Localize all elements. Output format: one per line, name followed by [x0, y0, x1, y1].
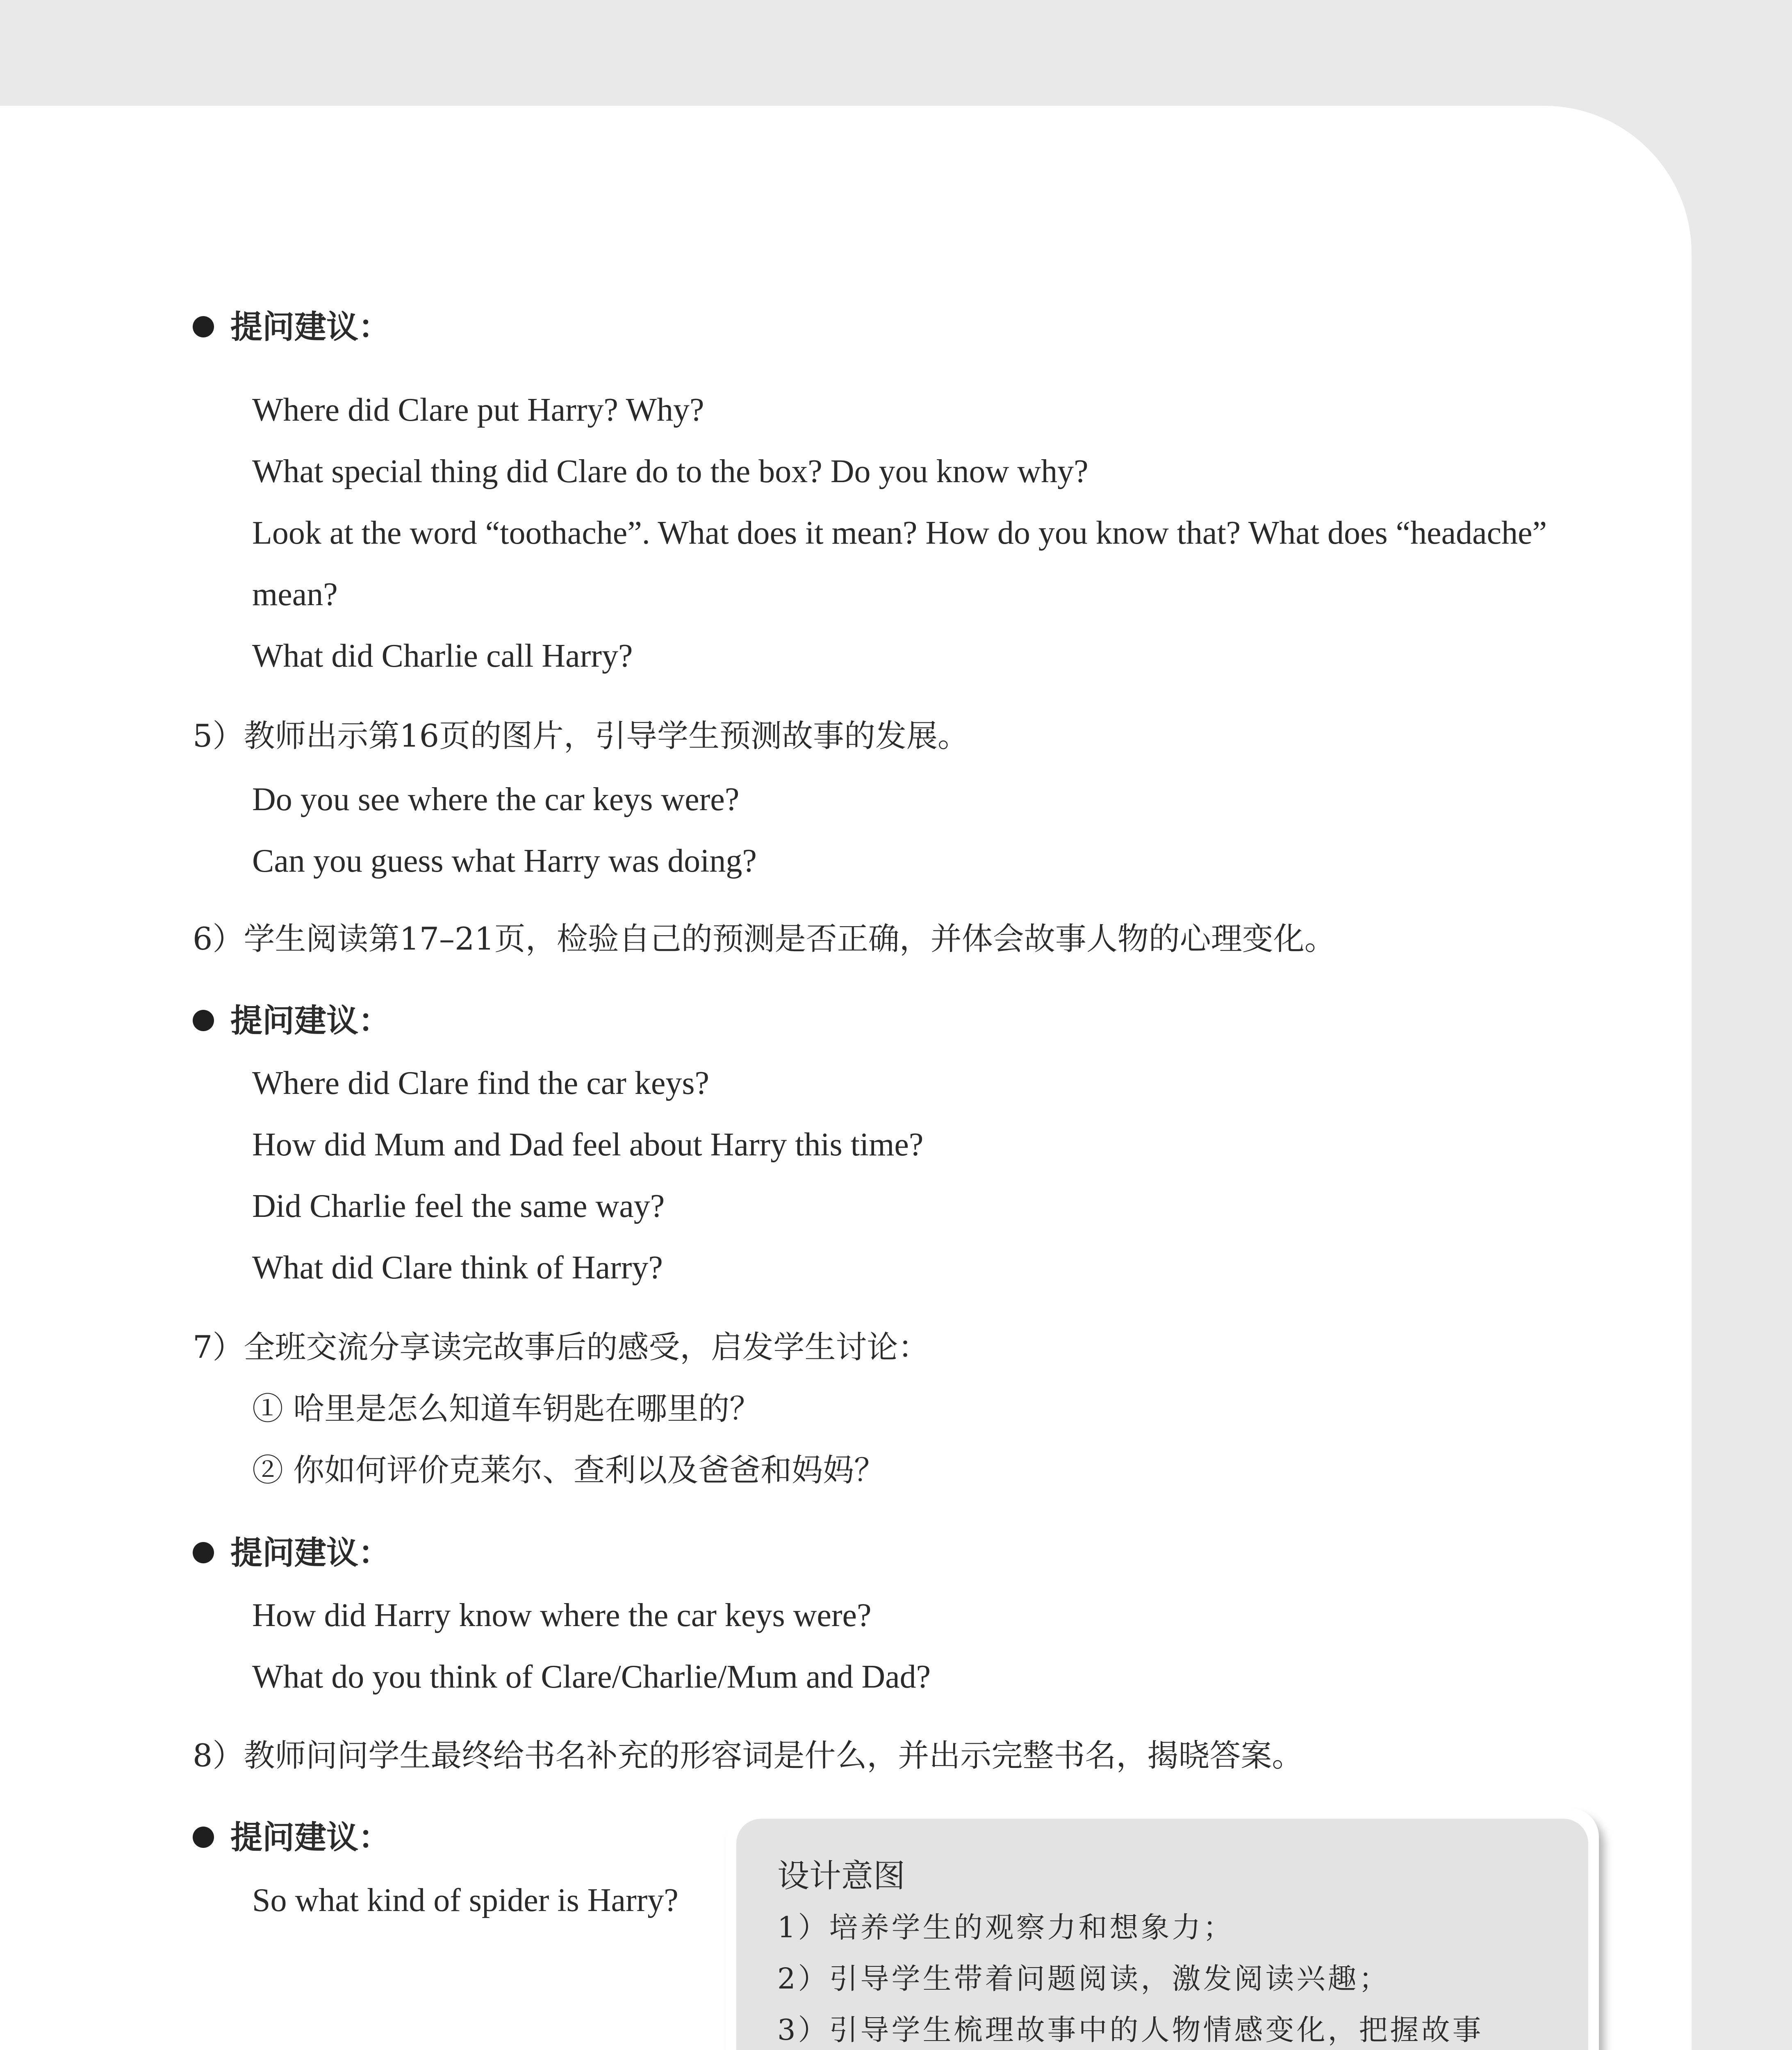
question-suggestion-heading: 提问建议： — [193, 1533, 390, 1574]
design-intent-panel — [736, 1819, 1588, 2050]
question-line: How did Mum and Dad feel about Harry this time? — [252, 1127, 924, 1163]
design-intent-item: 2）引导学生带着问题阅读，激发阅读兴趣； — [777, 1962, 1390, 1995]
bullet-icon — [193, 1542, 214, 1563]
question-suggestion-heading: 提问建议： — [193, 307, 390, 348]
design-intent-box — [726, 1808, 1599, 2050]
question-line: Where did Clare find the car keys? — [252, 1065, 710, 1101]
question-suggestion-heading: 提问建议： — [193, 1817, 390, 1858]
question-suggestion-heading: 提问建议： — [193, 1000, 390, 1041]
question-line: What did Clare think of Harry? — [252, 1250, 663, 1286]
question-line: Do you see where the car keys were? — [252, 781, 740, 818]
question-line: What special thing did Clare do to the box? Do you know why? — [252, 453, 1088, 490]
bullet-icon — [193, 316, 214, 337]
question-line: Where did Clare put Harry? Why? — [252, 392, 704, 428]
question-line: Did Charlie feel the same way? — [252, 1188, 665, 1224]
question-line: mean? — [252, 576, 338, 613]
design-intent-item: 3）引导学生梳理故事中的人物情感变化，把握故事 — [777, 2013, 1484, 2047]
question-line: So what kind of spider is Harry? — [252, 1882, 679, 1918]
step-8-text: 8）教师问问学生最终给书名补充的形容词是什么，并出示完整书名，揭晓答案。 — [193, 1737, 1303, 1774]
design-intent-title: 设计意图 — [777, 1858, 906, 1895]
step-7-text: 7）全班交流分享读完故事后的感受，启发学生讨论： — [193, 1329, 929, 1365]
bullet-icon — [193, 1827, 214, 1848]
design-intent-item: 1）培养学生的观察力和想象力； — [777, 1911, 1234, 1944]
question-line: Can you guess what Harry was doing? — [252, 843, 757, 879]
step-6-text: 6）学生阅读第17–21页，检验自己的预测是否正确，并体会故事人物的心理变化。 — [193, 920, 1336, 957]
question-line: Look at the word “toothache”. What does it mean? How do you know that? What does “headache” — [252, 515, 1547, 551]
question-line: What did Charlie call Harry? — [252, 638, 633, 674]
discussion-item: ② 你如何评价克莱尔、查利以及爸爸和妈妈？ — [252, 1452, 886, 1488]
bullet-icon — [193, 1010, 214, 1031]
discussion-item: ① 哈里是怎么知道车钥匙在哪里的？ — [252, 1390, 761, 1427]
question-line: How did Harry know where the car keys were? — [252, 1597, 872, 1633]
question-line: What do you think of Clare/Charlie/Mum and Dad? — [252, 1659, 931, 1695]
step-5-text: 5）教师出示第16页的图片，引导学生预测故事的发展。 — [193, 718, 969, 754]
